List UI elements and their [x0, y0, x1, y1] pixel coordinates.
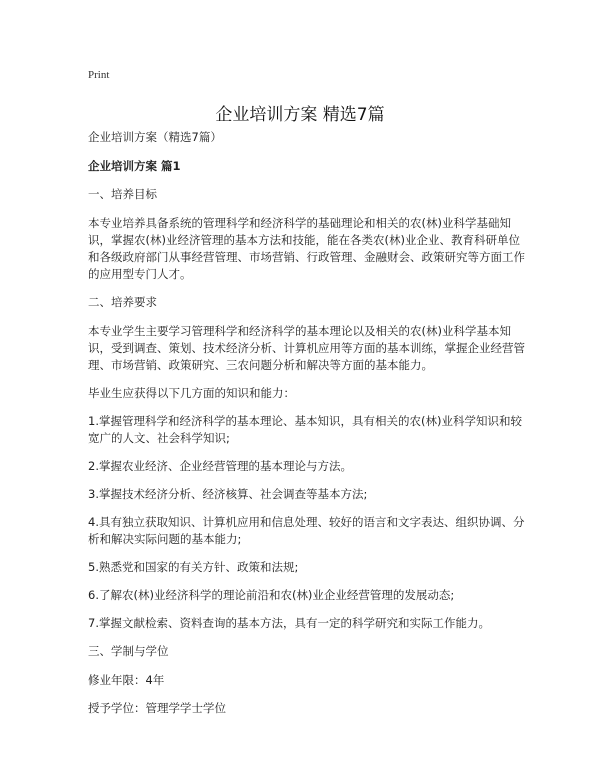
list-item: 2.掌握农业经济、企业经营管理的基本理论与方法。 [88, 459, 352, 473]
print-link[interactable]: Print [88, 69, 110, 81]
document-body [88, 129, 528, 728]
article-heading: 企业培训方案 篇1 [88, 159, 181, 173]
list-item: 1.掌握管理科学和经济科学的基本理论、基本知识，具有相关的农(林)业科学知识和较宽广的人文、社会科学知识; [88, 414, 522, 445]
document-title: 企业培训方案 精选7篇 [215, 105, 385, 125]
paragraph: 授予学位：管理学学士学位 [88, 701, 226, 715]
list-item: 3.掌握技术经济分析、经济核算、社会调查等基本方法; [88, 487, 368, 501]
list-item: 6.了解农(林)业经济科学的理论前沿和农(林)业企业经营管理的发展动态; [88, 588, 455, 602]
section-heading-goals: 一、培养目标 [88, 187, 157, 201]
paragraph: 本专业培养具备系统的管理科学和经济科学的基础理论和相关的农(林)业科学基础知识，掌握农(林)业经济管理的基本方法和技能，能在各类农(林)业企业、教育科研单位和各级政府部门从事经营管理、市场营销、行政管理、金融财会、政策研究等方面工作的应用型专门人才。 [88, 216, 525, 281]
document-subtitle: 企业培训方案（精选7篇） [88, 130, 222, 144]
paragraph: 修业年限：4年 [88, 673, 165, 687]
paragraph: 本专业学生主要学习管理科学和经济科学的基本理论以及相关的农(林)业科学基本知识，受到调查、策划、技术经济分析、计算机应用等方面的基本训练，掌握企业经营管理、市场营销、政策研究、三农问题分析和解决等方面的基本能力。 [88, 324, 525, 372]
list-item: 5.熟悉党和国家的有关方针、政策和法规; [88, 560, 299, 574]
list-item: 7.掌握文献检索、资料查询的基本方法，具有一定的科学研究和实际工作能力。 [88, 616, 490, 630]
list-item: 4.具有独立获取知识、计算机应用和信息处理、较好的语言和文字表达、组织协调、分析和解决实际问题的基本能力; [88, 515, 525, 546]
section-heading-degree: 三、学制与学位 [88, 644, 169, 658]
section-heading-requirements: 二、培养要求 [88, 295, 157, 309]
paragraph: 毕业生应获得以下几方面的知识和能力： [88, 386, 295, 400]
